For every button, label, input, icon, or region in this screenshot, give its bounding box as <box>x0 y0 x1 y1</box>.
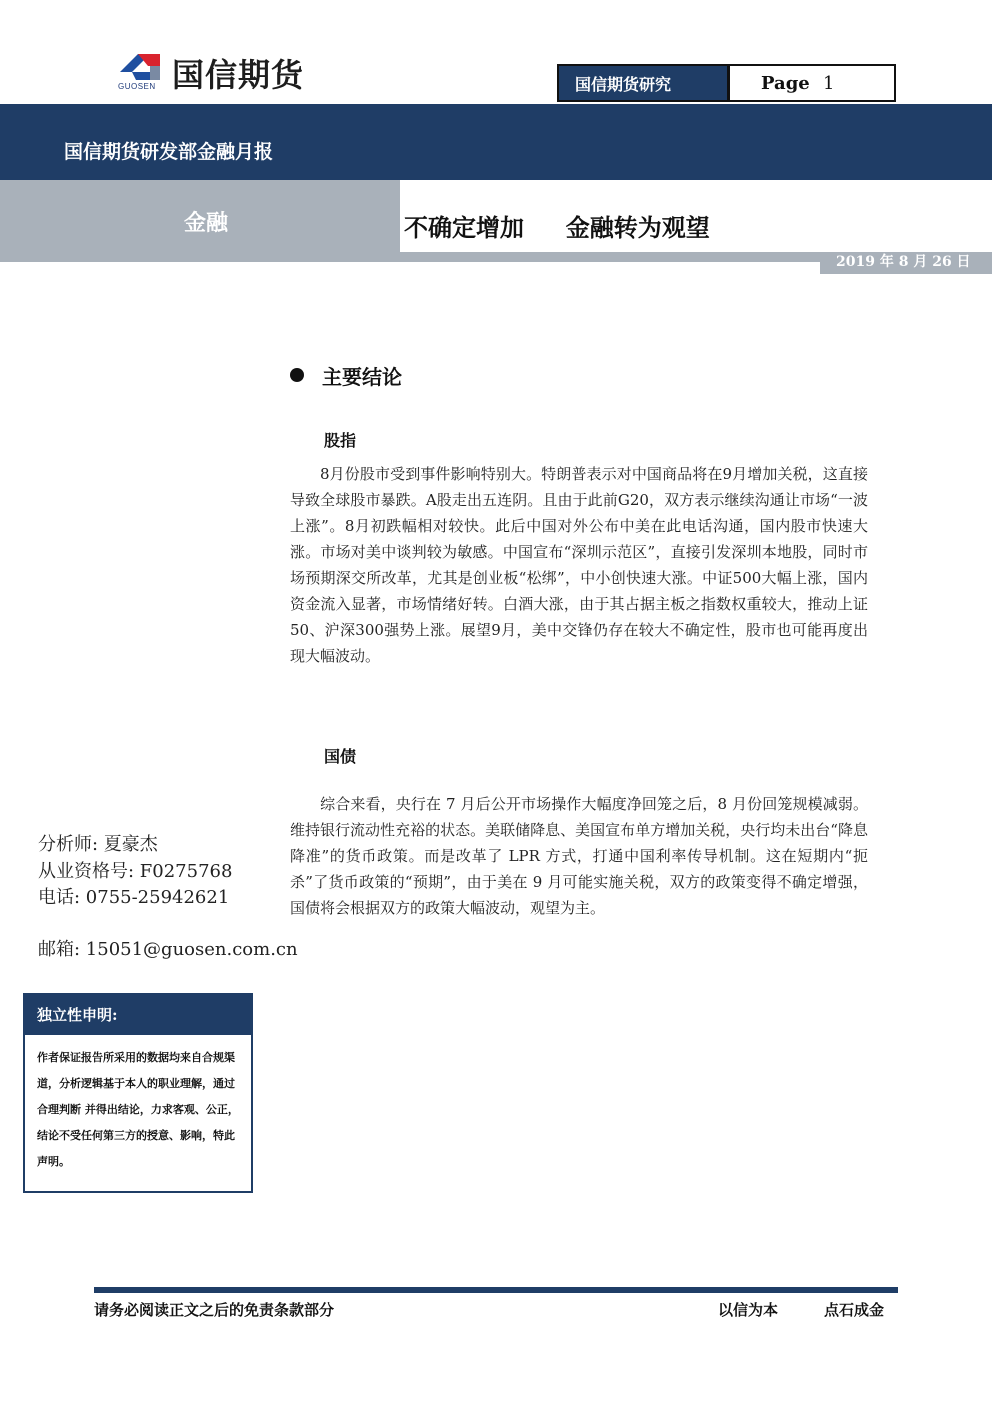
footer-rule <box>94 1287 898 1293</box>
independence-statement-box <box>23 993 253 1193</box>
page-indicator <box>557 64 896 102</box>
subsection-title-stock-index: 股指 <box>324 431 357 450</box>
analyst-email[interactable]: 邮箱: 15051@guosen.com.cn <box>38 939 298 960</box>
report-series-title: 国信期货研发部金融月报 <box>64 141 274 163</box>
subsection-title-treasury: 国债 <box>324 747 357 766</box>
sector-label: 金融 <box>184 211 229 236</box>
report-banner <box>0 104 992 180</box>
logo-text: 国信期货 <box>172 56 305 94</box>
analyst-certificate: 从业资格号: F0275768 <box>38 861 233 882</box>
report-date: 2019 年 8 月 26 日 <box>836 254 971 270</box>
page-box-divider <box>727 66 730 100</box>
independence-statement-text: 作者保证报告所采用的数据均来自合规渠道，分析逻辑基于本人的职业理解，通过合理判断 并得出结论，力求客观、公正，结论不受任何第三方的授意、影响，特此声明。 <box>37 1051 239 1168</box>
analyst-name: 分析师: 夏豪杰 <box>38 834 158 855</box>
page-word: Page <box>761 73 810 94</box>
company-logo <box>116 48 356 94</box>
paragraph-text: 综合来看，央行在 7 月后公开市场操作大幅度净回笼之后，8 月份回笼规模减弱。维持银行流动性充裕的状态。美联储降息、美国宣布单方增加关税，央行均未出台“降息降准”的货币政策。而是改革了 LPR 方式，打通中国利率传导机制。这在短期内“扼杀”了货币政策的“预期”，由于美在 9 月可能实施关税，双方的政策变得不确定增强，国债将会根据双方的政策大幅波动，观望为主。 <box>290 795 868 917</box>
analyst-phone: 电话: 0755-25942621 <box>38 887 230 908</box>
section-heading: 主要结论 <box>322 365 402 389</box>
footer-disclaimer-note: 请务必阅读正文之后的免责条款部分 <box>94 1301 335 1319</box>
independence-statement-title: 独立性申明: <box>25 995 251 1035</box>
report-headline: 不确定增加 金融转为观望 <box>404 213 710 242</box>
logo-subtext: GUOSEN <box>118 82 156 91</box>
paragraph-treasury <box>290 791 868 921</box>
footer-slogan-2: 点石成金 <box>824 1301 885 1319</box>
paragraph-text: 8月份股市受到事件影响特别大。特朗普表示对中国商品将在9月增加关税，这直接导致全球股市暴跌。A股走出五连阴。且由于此前G20，双方表示继续沟通让市场“一波上涨”。8月初跌幅相对较快。此后中国对外公布中美在此电话沟通，国内股市快速大涨。市场对美中谈判较为敏感。中国宣布“深圳示范区”，直接引发深圳本地股，同时市场预期深交所改革，尤其是创业板“松绑”，中小创快速大涨。中证500大幅上涨，国内资金流入显著，市场情绪好转。白酒大涨，由于其占据主板之指数权重较大，推动上证50、沪深300强势上涨。展望9月，美中交锋仍存在较大不确定性，股市也可能再度出现大幅波动。 <box>290 465 868 665</box>
footer-slogan-1: 以信为本 <box>718 1301 779 1319</box>
page-number: 1 <box>823 73 835 94</box>
paragraph-stock-index <box>290 461 868 669</box>
research-label: 国信期货研究 <box>559 66 727 100</box>
bullet-icon <box>290 368 304 382</box>
